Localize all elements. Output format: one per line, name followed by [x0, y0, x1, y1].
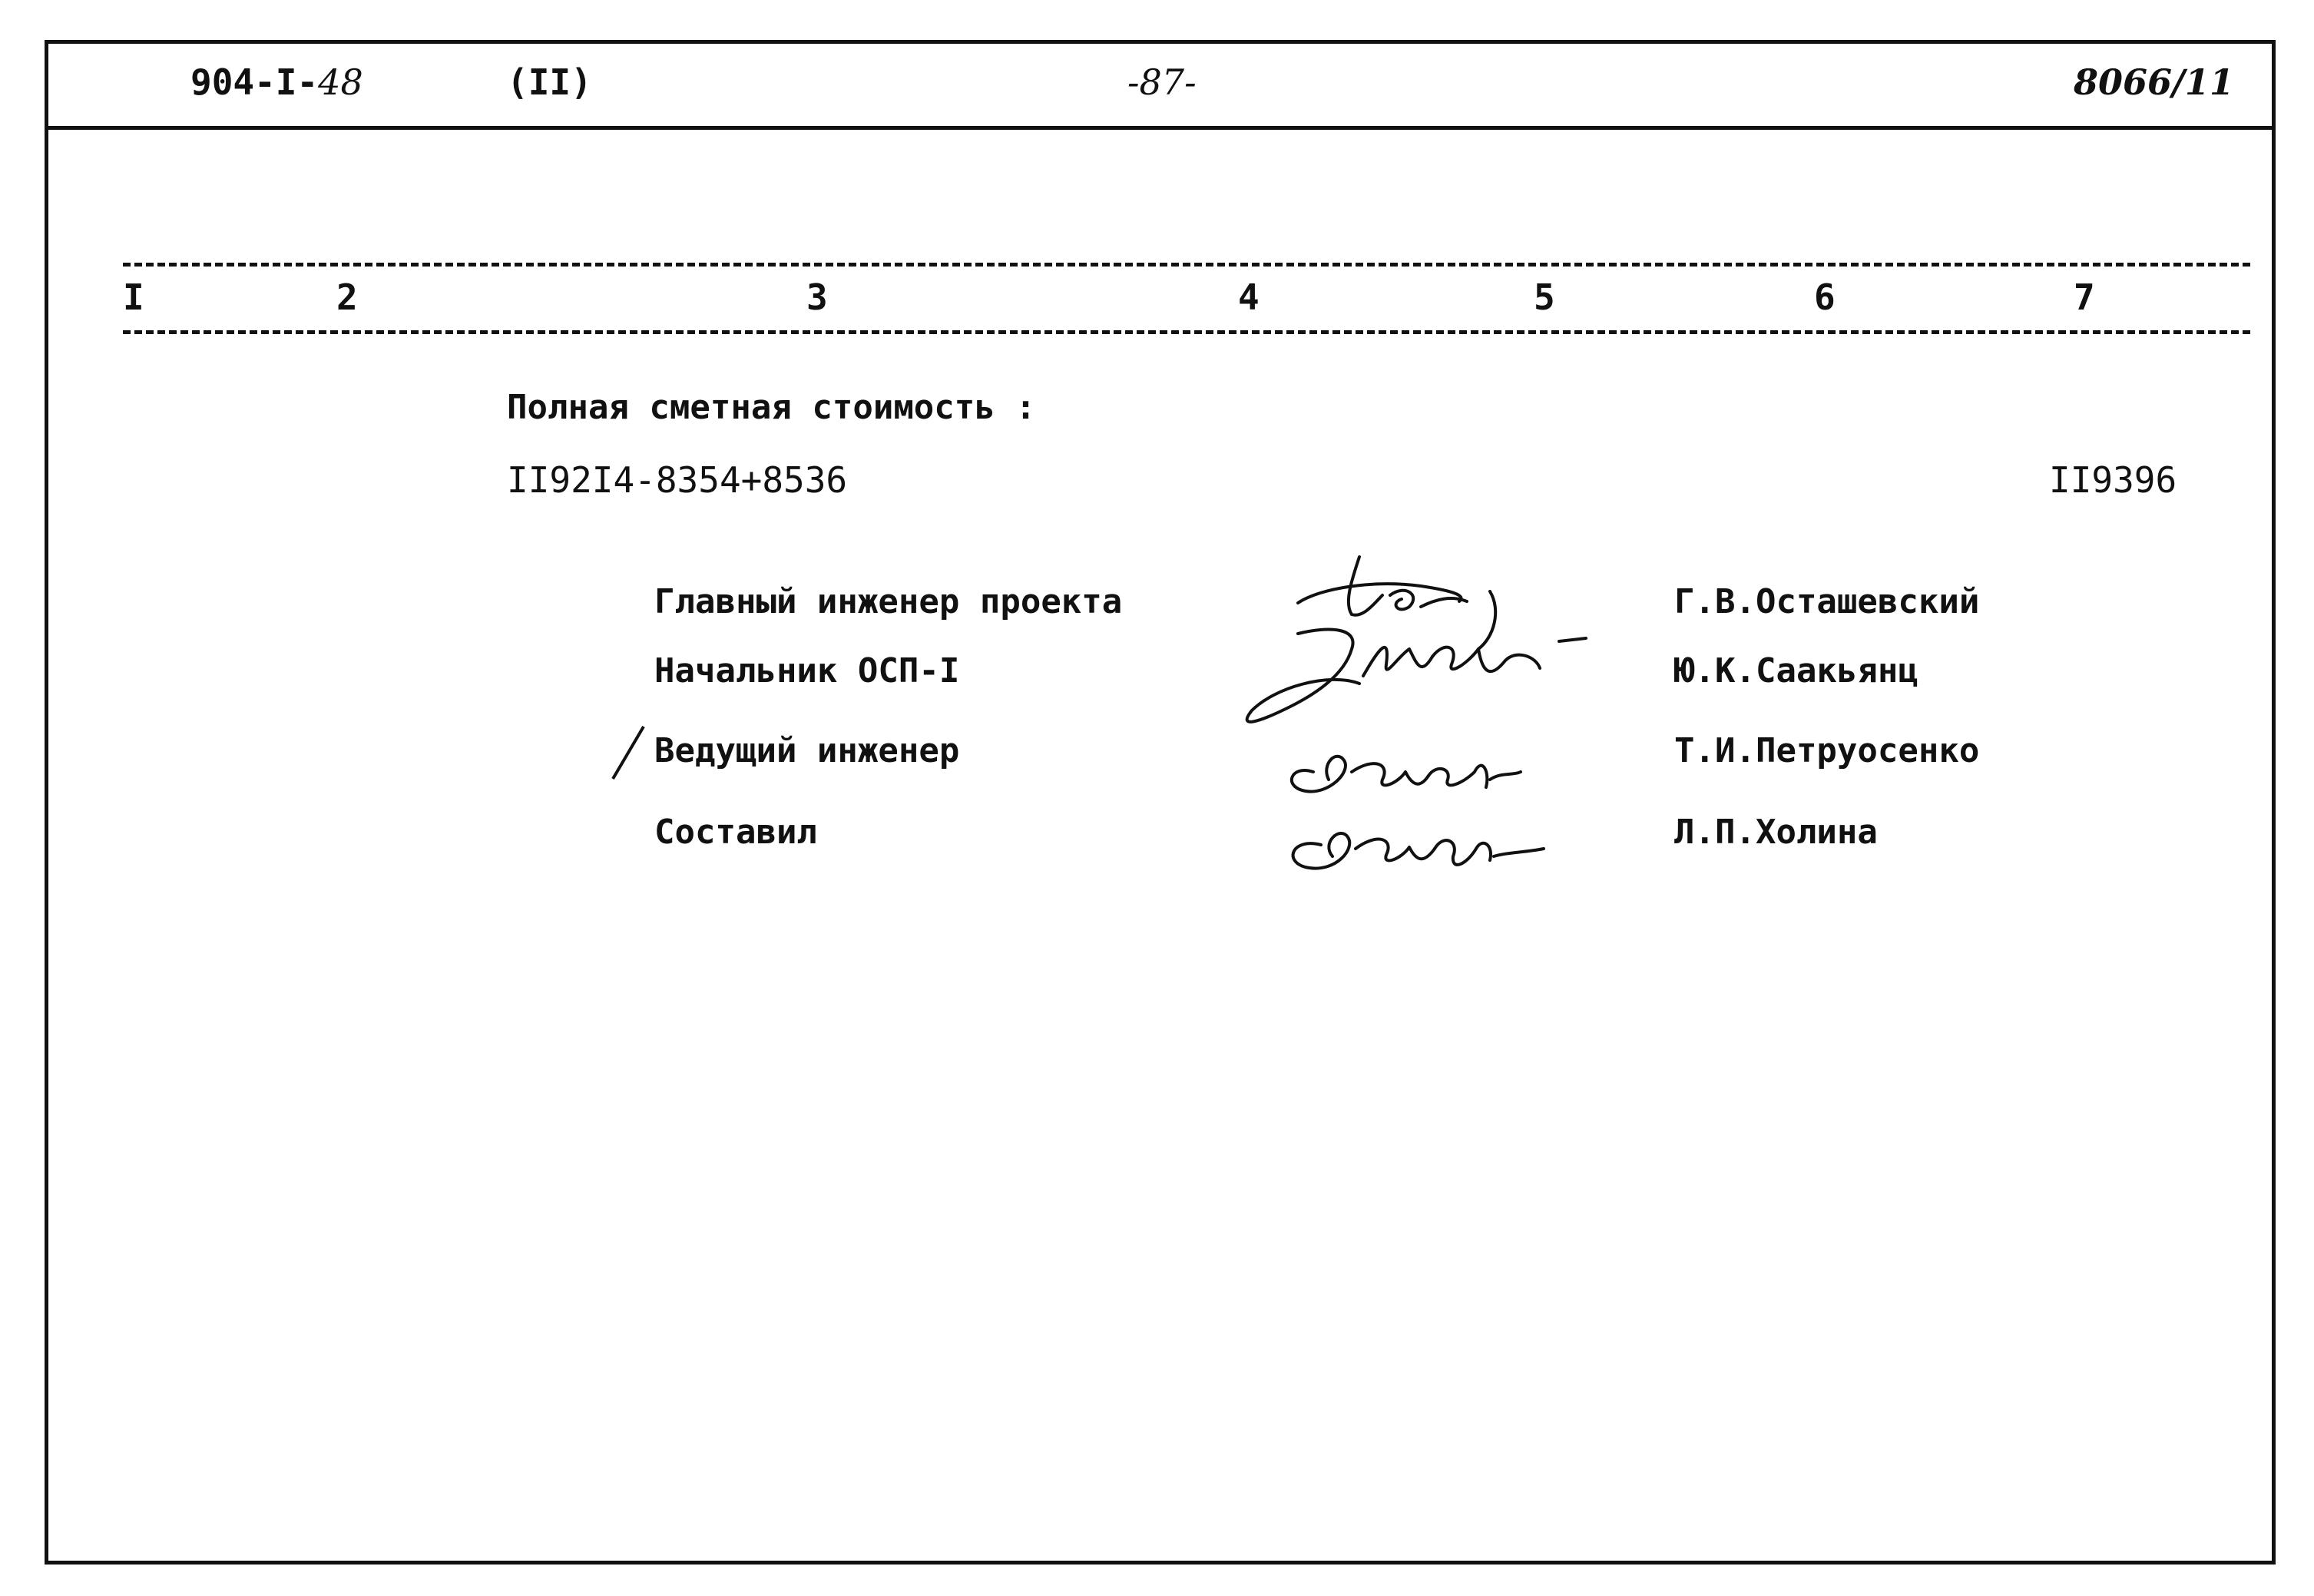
signature-role-compiler: Составил — [654, 813, 817, 852]
signature-role-chief-engineer: Главный инженер проекта — [654, 582, 1123, 621]
total-cost-value: II9396 — [2049, 459, 2177, 501]
column-number-1: I — [123, 276, 144, 318]
column-number-5: 5 — [1534, 276, 1555, 318]
margin-slash-mark — [607, 722, 653, 783]
column-number-3: 3 — [806, 276, 828, 318]
column-number-7: 7 — [2074, 276, 2095, 318]
total-cost-formula: II92I4-8354+8536 — [507, 459, 848, 501]
signature-name-chief-engineer: Г.В.Осташевский — [1674, 582, 1980, 621]
column-band-bottom-rule — [123, 330, 2250, 334]
signature-role-lead-engineer: Ведущий инженер — [654, 731, 960, 770]
column-band-top-rule — [123, 263, 2250, 267]
signature-name-lead-engineer: Т.И.Петруосенко — [1674, 731, 1980, 770]
handwritten-signatures — [1198, 541, 1613, 887]
header-divider — [45, 126, 2276, 130]
document-code-prefix: 904-I- — [190, 61, 319, 103]
total-cost-label: Полная сметная стоимость : — [507, 388, 1036, 427]
signature-role-head-of-department: Начальник ОСП-I — [654, 651, 960, 690]
column-number-2: 2 — [336, 276, 358, 318]
column-number-4: 4 — [1238, 276, 1260, 318]
column-number-6: 6 — [1814, 276, 1836, 318]
signature-name-head-of-department: Ю.К.Саакьянц — [1674, 651, 1918, 690]
section-number: (II) — [507, 61, 592, 103]
sheet-reference: 8066/11 — [2074, 61, 2234, 103]
page-frame — [45, 40, 2276, 1565]
page-number: -87- — [1127, 61, 1197, 103]
document-code-handwritten: 48 — [318, 61, 363, 103]
document-code — [190, 61, 363, 103]
signature-name-compiler: Л.П.Холина — [1674, 813, 1878, 852]
